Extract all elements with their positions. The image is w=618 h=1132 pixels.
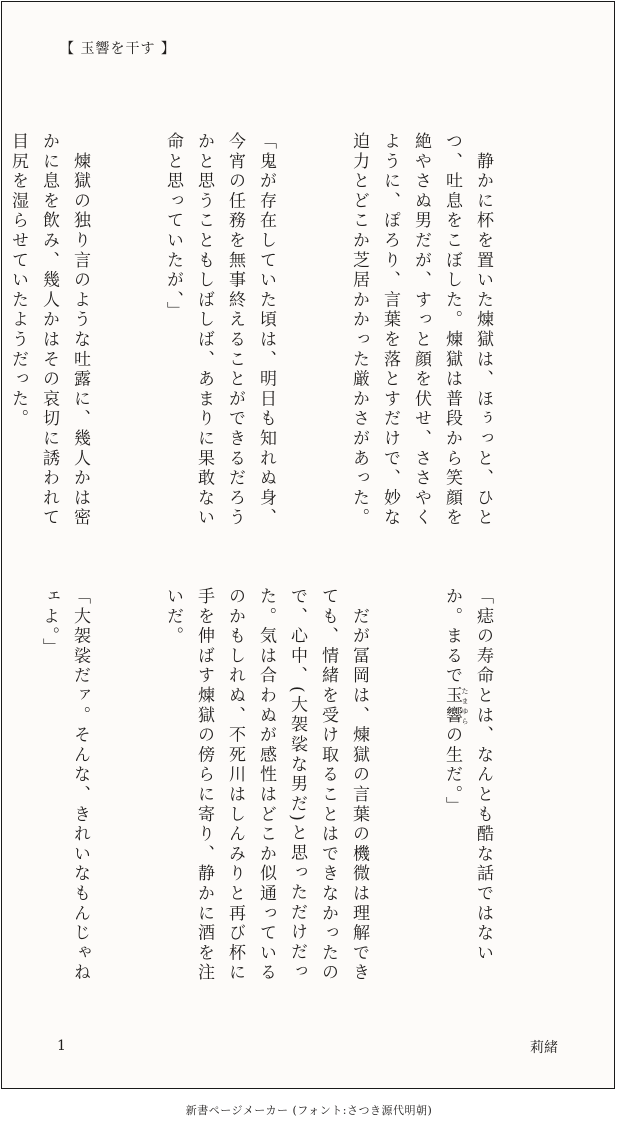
- quote-paragraph: [436, 587, 498, 997]
- paragraph: 静かに杯を置いた煉獄は、ほぅっと、ひとつ、吐息をこぼした。煉獄は普段から笑顔を絶やさぬ男だが、すっと顔を伏せ、ささやくように、ぽろり、言葉を落とすだけで、妙な迫力とどこか芝居かかった厳かさがあった。: [349, 132, 493, 528]
- book-page: [1, 1, 615, 1089]
- quote-text: 「痣の寿命とは、なんとも酷な話ではないか。まるで: [442, 587, 493, 964]
- ruby-reading: たまゆら: [461, 686, 469, 726]
- chapter-title: 【 玉響を干す 】: [60, 41, 176, 57]
- top-text-block: [0, 132, 560, 528]
- footer-credit: 新書ページメーカー (フォント:さつき源代明朝): [185, 1104, 433, 1117]
- bottom-text-block: [0, 587, 560, 997]
- paragraph: 煉獄の独り言のような吐露に、幾人かは密かに息を飲み、幾人かはその哀切に誘われて目尻を湿らせていたようだった。: [8, 132, 90, 528]
- page-number: 1: [57, 1038, 66, 1054]
- quote-text: の生だ。」: [442, 725, 462, 817]
- paragraph: 「鬼が存在していた頃は、明日も知れぬ身、今宵の任務を無事終えることができるだろうかと思うこともしばしば、あまりに果敢ない命と思っていたが、」: [163, 132, 276, 528]
- paragraph: 「大袈裟だァ。そんな、きれいなもんじゃねェよ。」: [39, 587, 90, 983]
- ruby-word: [442, 686, 469, 726]
- author-name: 莉緒: [530, 1040, 558, 1056]
- ruby-base: 玉響: [442, 686, 462, 726]
- paragraph: だが冨岡は、煉獄の言葉の機微は理解できても、情緒を受け取ることはできなかったので、心中、(大袈裟な男だ)と思っただけだった。気は合わぬが感性はどこか似通っているのかもしれぬ、不死川はしんみりと再び杯に手を伸ばす煉獄の傍らに寄り、静かに酒を注いだ。: [163, 587, 369, 983]
